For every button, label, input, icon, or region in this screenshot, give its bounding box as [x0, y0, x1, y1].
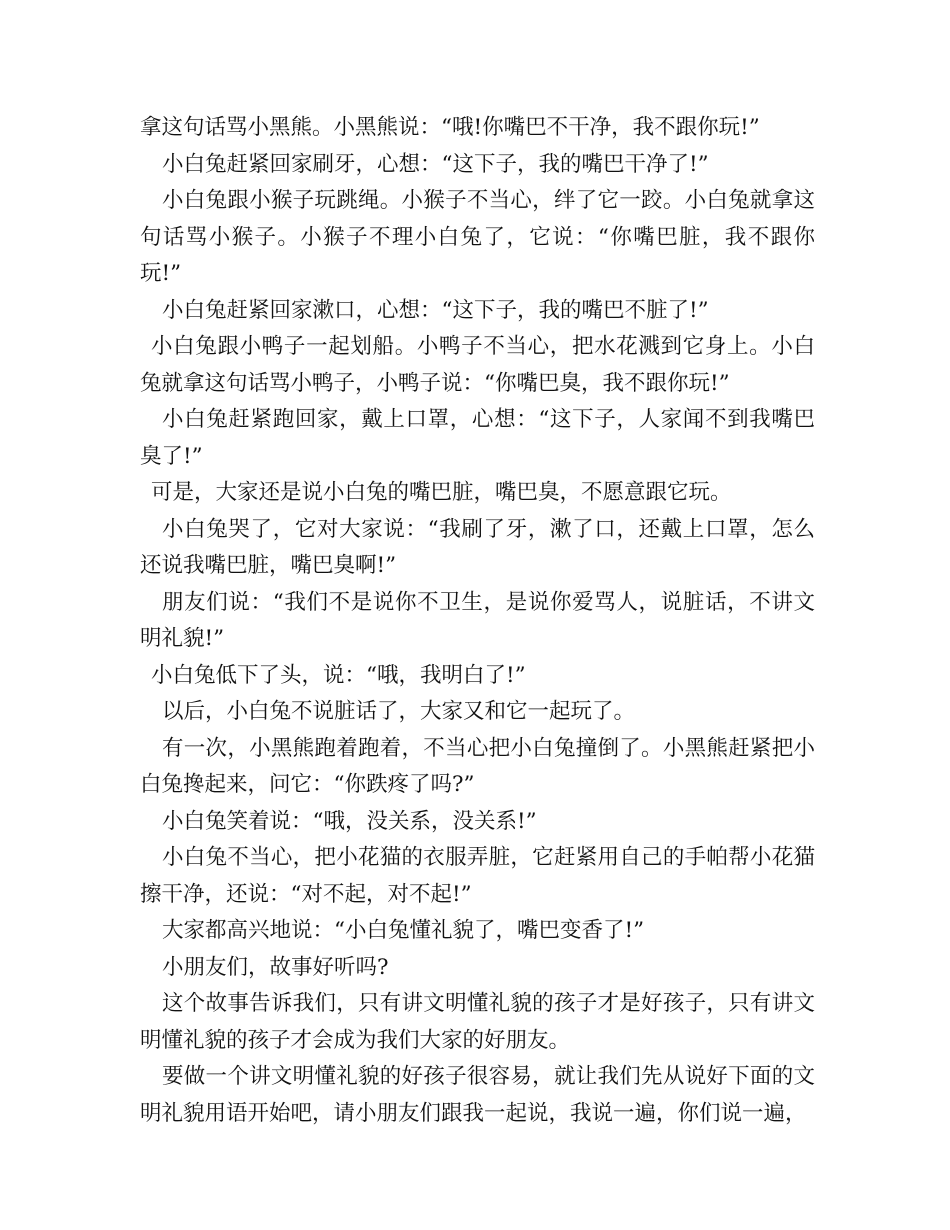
paragraph: 以后，小白兔不说脏话了，大家又和它一起玩了。 [162, 699, 636, 724]
paragraph: 小白兔低下了头，说：“哦，我明白了!” [151, 662, 526, 688]
paragraph: 小白兔跟小鸭子一起划船。小鸭子不当心，把水花溅到它身上。小白兔就拿这句话骂小鸭子，小鸭子说：“你嘴巴臭，我不跟你玩!” [140, 334, 815, 396]
paragraph: 要做一个讲文明懂礼貌的好孩子很容易，就让我们先从说好下面的文明礼貌用语开始吧，请小朋友们跟我一起说，我说一遍，你们说一遍， [140, 1064, 815, 1126]
paragraph: 拿这句话骂小黑熊。小黑熊说：“哦!你嘴巴不干净，我不跟你玩!” [140, 115, 760, 140]
paragraph: 大家都高兴地说：“小白兔懂礼貌了，嘴巴变香了!” [162, 918, 645, 943]
paragraph: 小朋友们，故事好听吗? [162, 954, 389, 980]
paragraph: 小白兔赶紧跑回家，戴上口罩，心想：“这下子，人家闻不到我嘴巴臭了!” [140, 407, 815, 469]
paragraph: 小白兔哭了，它对大家说：“我刷了牙，漱了口，还戴上口罩，怎么还说我嘴巴脏，嘴巴臭啊!” [140, 516, 815, 578]
paragraph: 朋友们说：“我们不是说你不卫生，是说你爱骂人，说脏话，不讲文明礼貌!” [140, 589, 815, 651]
paragraph: 有一次，小黑熊跑着跑着，不当心把小白兔撞倒了。小黑熊赶紧把小白兔搀起来，问它：“你跌疼了吗?” [140, 735, 815, 797]
paragraph: 小白兔不当心，把小花猫的衣服弄脏，它赶紧用自己的手帕帮小花猫擦干净，还说：“对不起，对不起!” [140, 845, 815, 907]
paragraph: 可是，大家还是说小白兔的嘴巴脏，嘴巴臭，不愿意跟它玩。 [151, 480, 732, 505]
paragraph: 小白兔笑着说：“哦，没关系，没关系!” [162, 808, 537, 834]
paragraph: 小白兔跟小猴子玩跳绳。小猴子不当心，绊了它一跤。小白兔就拿这句话骂小猴子。小猴子不理小白兔了，它说：“你嘴巴脏，我不跟你玩!” [140, 188, 815, 286]
paragraph: 这个故事告诉我们，只有讲文明懂礼貌的孩子才是好孩子，只有讲文明懂礼貌的孩子才会成为我们大家的好朋友。 [140, 991, 815, 1053]
story-text [140, 110, 815, 1132]
paragraph: 小白兔赶紧回家漱口，心想：“这下子，我的嘴巴不脏了!” [162, 297, 709, 323]
paragraph: 小白兔赶紧回家刷牙，心想：“这下子，我的嘴巴干净了!” [162, 151, 709, 177]
